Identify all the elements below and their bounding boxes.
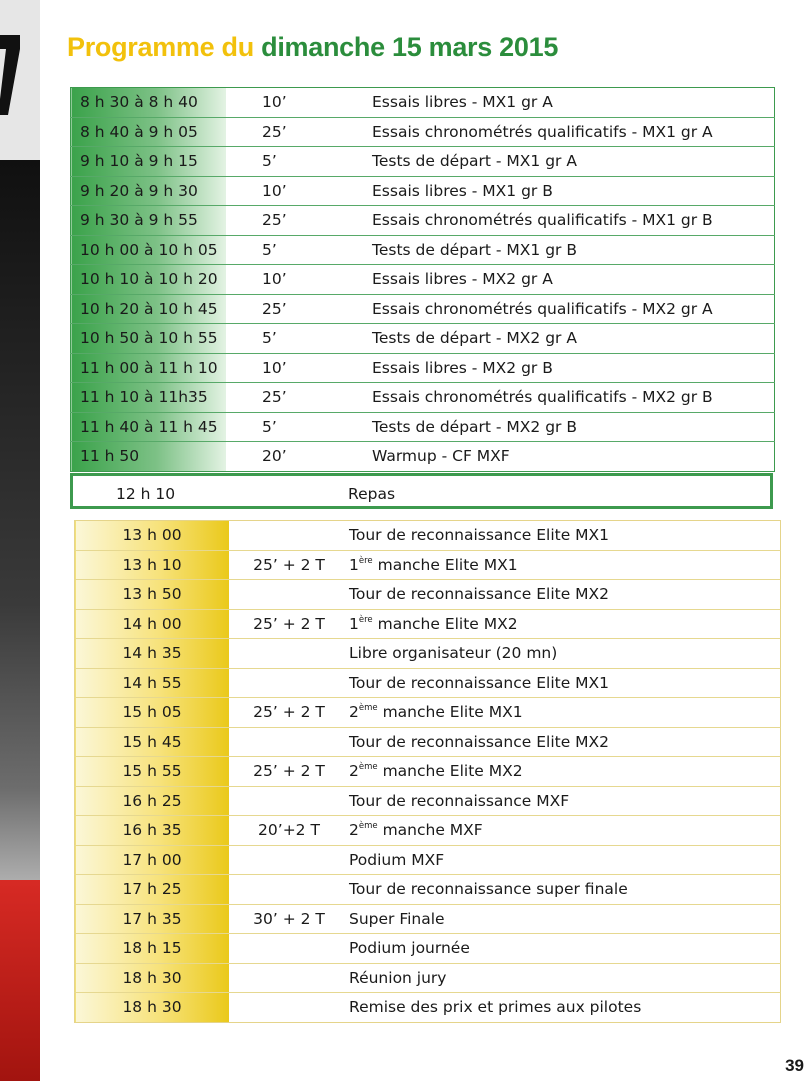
morning-duration: 10’ <box>226 176 365 206</box>
morning-duration: 25’ <box>226 117 365 147</box>
morning-row <box>71 353 775 383</box>
afternoon-activity: Remise des prix et primes aux pilotes <box>349 998 642 1017</box>
afternoon-activity <box>349 698 781 728</box>
afternoon-activity: Podium journée <box>349 934 781 964</box>
afternoon-activity: Tour de reconnaissance Elite MX1 <box>349 521 781 551</box>
morning-duration: 25’ <box>226 383 365 413</box>
morning-time: 11 h 00 à 11 h 10 <box>71 353 227 383</box>
morning-time: 10 h 10 à 10 h 20 <box>71 265 227 295</box>
afternoon-time: 13 h 00 <box>75 521 230 551</box>
morning-activity: Essais libres - MX2 gr A <box>365 265 775 295</box>
left-page-number-fragment <box>0 35 20 115</box>
morning-activity: Essais chronométrés qualificatifs - MX2 gr A <box>365 294 775 324</box>
morning-row <box>71 383 775 413</box>
morning-activity: Essais libres - MX1 gr A <box>365 88 775 118</box>
afternoon-activity: Tour de reconnaissance super finale <box>349 875 781 905</box>
morning-activity: Essais chronométrés qualificatifs - MX2 gr B <box>365 383 775 413</box>
afternoon-activity: Tour de reconnaissance MXF <box>349 786 781 816</box>
afternoon-activity: Podium MXF <box>349 845 781 875</box>
morning-time: 9 h 30 à 9 h 55 <box>71 206 227 236</box>
morning-row <box>71 442 775 472</box>
morning-activity: Warmup - CF MXF <box>372 447 510 466</box>
afternoon-activity: Tour de reconnaissance Elite MX2 <box>349 727 781 757</box>
afternoon-activity <box>349 550 781 580</box>
morning-duration: 10’ <box>226 88 365 118</box>
afternoon-row <box>75 639 781 669</box>
morning-row <box>71 324 775 354</box>
afternoon-schedule-table <box>74 520 781 1023</box>
morning-duration: 20’ <box>262 447 287 466</box>
morning-activity: Essais libres - MX2 gr B <box>365 353 775 383</box>
afternoon-row <box>75 727 781 757</box>
afternoon-time: 16 h 25 <box>75 786 230 816</box>
afternoon-duration <box>229 668 349 698</box>
afternoon-row <box>75 609 781 639</box>
afternoon-time: 14 h 55 <box>75 668 230 698</box>
afternoon-time: 14 h 35 <box>75 639 230 669</box>
afternoon-activity <box>349 609 781 639</box>
morning-row <box>71 88 775 118</box>
morning-activity: Essais chronométrés qualificatifs - MX1 gr B <box>365 206 775 236</box>
afternoon-duration <box>229 963 349 993</box>
title-part-1: Programme du <box>67 32 254 62</box>
morning-time: 11 h 50 <box>71 442 227 472</box>
afternoon-row <box>75 934 781 964</box>
morning-row <box>71 176 775 206</box>
morning-time: 8 h 40 à 9 h 05 <box>71 117 227 147</box>
afternoon-duration: 25’ + 2 T <box>229 698 349 728</box>
afternoon-time: 18 h 30 <box>75 963 230 993</box>
activity-text: manche Elite MX1 <box>377 555 518 574</box>
afternoon-row <box>75 521 781 551</box>
afternoon-duration <box>229 934 349 964</box>
morning-duration: 5’ <box>226 324 365 354</box>
ordinal-suffix: ème <box>358 762 378 773</box>
morning-duration: 10’ <box>226 353 365 383</box>
afternoon-row <box>75 757 781 787</box>
morning-row <box>71 117 775 147</box>
afternoon-duration: 30’ + 2 T <box>229 904 349 934</box>
morning-activity: Tests de départ - MX1 gr B <box>365 235 775 265</box>
ordinal-number: 1 <box>349 614 359 633</box>
activity-text: manche Elite MX2 <box>382 762 523 781</box>
lunch-time: 12 h 10 <box>116 485 176 503</box>
afternoon-row <box>75 993 781 1023</box>
afternoon-duration <box>229 786 349 816</box>
ordinal-suffix: ème <box>358 821 378 832</box>
ordinal-number: 1 <box>349 555 359 574</box>
left-page-red-band <box>0 880 40 1081</box>
lunch-row <box>70 473 773 509</box>
ordinal-number: 2 <box>349 703 359 722</box>
afternoon-row <box>75 904 781 934</box>
morning-row <box>71 235 775 265</box>
morning-duration: 5’ <box>226 235 365 265</box>
afternoon-row <box>75 845 781 875</box>
morning-time: 10 h 00 à 10 h 05 <box>71 235 227 265</box>
morning-row <box>71 294 775 324</box>
afternoon-activity: Super Finale <box>349 904 781 934</box>
afternoon-activity: Tour de reconnaissance Elite MX1 <box>349 668 781 698</box>
ordinal-suffix: ère <box>358 614 373 625</box>
ordinal-suffix: ère <box>358 555 373 566</box>
morning-row <box>71 206 775 236</box>
afternoon-time: 17 h 00 <box>75 845 230 875</box>
morning-duration: 5’ <box>226 147 365 177</box>
afternoon-duration: 25’ + 2 T <box>229 757 349 787</box>
morning-row <box>71 265 775 295</box>
afternoon-time: 18 h 30 <box>75 993 230 1023</box>
afternoon-duration <box>229 580 349 610</box>
afternoon-duration: 25’ + 2 T <box>229 550 349 580</box>
afternoon-time: 18 h 15 <box>75 934 230 964</box>
activity-text: manche Elite MX2 <box>377 614 518 633</box>
afternoon-time: 15 h 55 <box>75 757 230 787</box>
morning-time: 11 h 10 à 11h35 <box>71 383 227 413</box>
afternoon-time: 15 h 05 <box>75 698 230 728</box>
left-page-photo <box>0 160 40 900</box>
morning-time: 10 h 50 à 10 h 55 <box>71 324 227 354</box>
morning-time: 9 h 20 à 9 h 30 <box>71 176 227 206</box>
ordinal-number: 2 <box>349 762 359 781</box>
page-number: 39 <box>785 1056 804 1075</box>
afternoon-time: 14 h 00 <box>75 609 230 639</box>
afternoon-activity: Libre organisateur (20 mn) <box>349 639 781 669</box>
morning-time: 10 h 20 à 10 h 45 <box>71 294 227 324</box>
morning-duration: 25’ <box>226 294 365 324</box>
afternoon-time: 16 h 35 <box>75 816 230 846</box>
afternoon-duration: 20’+2 T <box>229 816 349 846</box>
afternoon-duration <box>229 845 349 875</box>
afternoon-row <box>75 698 781 728</box>
page-title <box>67 32 558 63</box>
morning-activity: Essais libres - MX1 gr B <box>365 176 775 206</box>
afternoon-time: 15 h 45 <box>75 727 230 757</box>
afternoon-activity <box>349 757 781 787</box>
morning-time: 11 h 40 à 11 h 45 <box>71 412 227 442</box>
morning-activity: Essais chronométrés qualificatifs - MX1 gr A <box>365 117 775 147</box>
afternoon-duration <box>229 639 349 669</box>
afternoon-row <box>75 786 781 816</box>
afternoon-row <box>75 580 781 610</box>
afternoon-time: 17 h 25 <box>75 875 230 905</box>
title-part-2: dimanche 15 mars 2015 <box>261 32 559 62</box>
afternoon-duration <box>229 993 349 1023</box>
morning-duration: 5’ <box>226 412 365 442</box>
ordinal-number: 2 <box>349 821 359 840</box>
afternoon-duration: 25’ + 2 T <box>229 609 349 639</box>
afternoon-time: 13 h 10 <box>75 550 230 580</box>
morning-time: 8 h 30 à 8 h 40 <box>71 88 227 118</box>
afternoon-row <box>75 668 781 698</box>
morning-row <box>71 412 775 442</box>
morning-duration: 10’ <box>226 265 365 295</box>
afternoon-duration <box>229 727 349 757</box>
left-page-edge <box>0 0 40 1081</box>
morning-duration: 25’ <box>226 206 365 236</box>
afternoon-time: 13 h 50 <box>75 580 230 610</box>
morning-row <box>71 147 775 177</box>
activity-text: manche MXF <box>382 821 483 840</box>
afternoon-activity <box>349 816 781 846</box>
afternoon-row <box>75 816 781 846</box>
morning-schedule-table <box>70 87 775 472</box>
morning-activity: Tests de départ - MX2 gr A <box>365 324 775 354</box>
morning-time: 9 h 10 à 9 h 15 <box>71 147 227 177</box>
afternoon-duration <box>229 875 349 905</box>
afternoon-activity: Tour de reconnaissance Elite MX2 <box>349 580 781 610</box>
morning-activity: Tests de départ - MX1 gr A <box>365 147 775 177</box>
lunch-activity: Repas <box>348 485 396 503</box>
afternoon-row <box>75 963 781 993</box>
afternoon-duration <box>229 521 349 551</box>
afternoon-time: 17 h 35 <box>75 904 230 934</box>
afternoon-row <box>75 875 781 905</box>
afternoon-activity: Réunion jury <box>349 963 781 993</box>
morning-activity: Tests de départ - MX2 gr B <box>365 412 775 442</box>
ordinal-suffix: ème <box>358 703 378 714</box>
activity-text: manche Elite MX1 <box>382 703 523 722</box>
afternoon-row <box>75 550 781 580</box>
